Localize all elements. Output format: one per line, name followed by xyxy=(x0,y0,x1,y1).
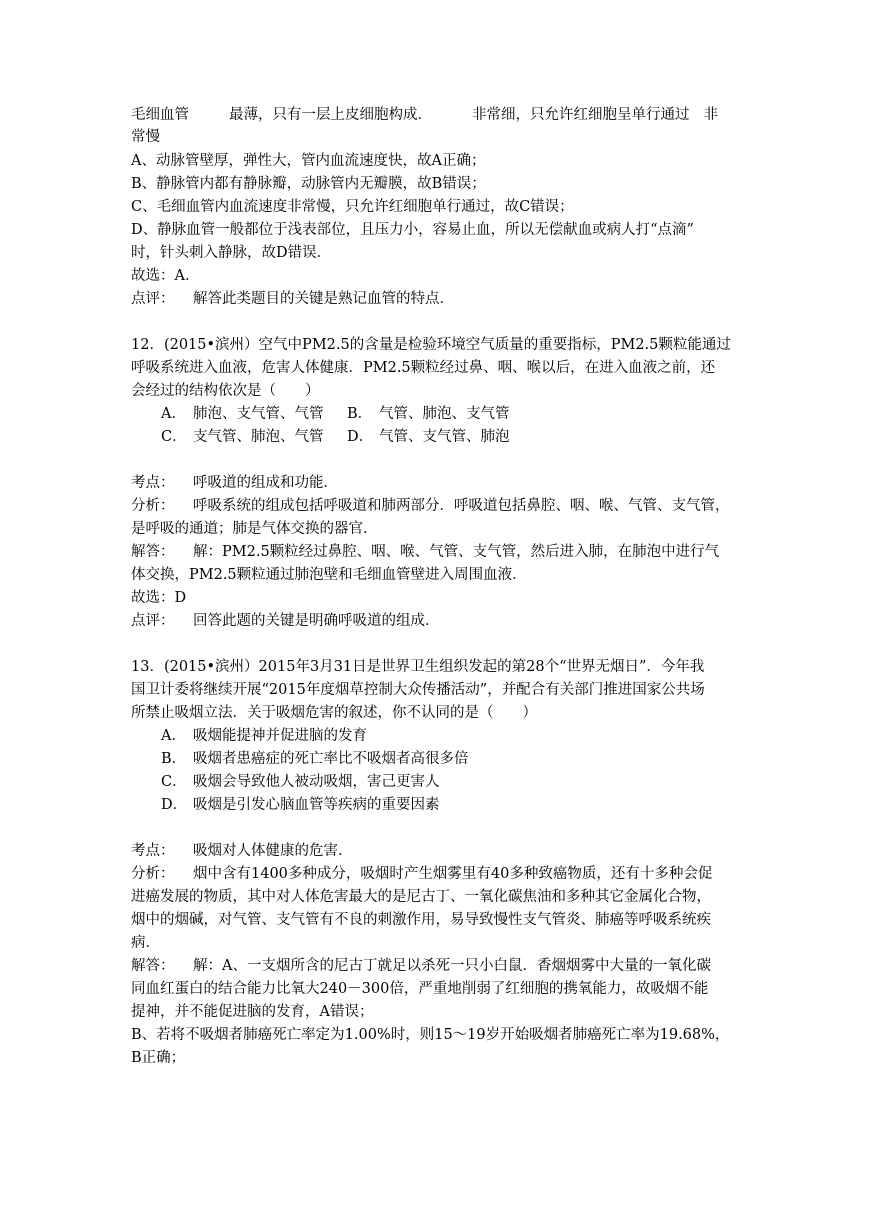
question-stem-line: 所禁止吸烟立法．关于吸烟危害的叙述，你不认同的是（ ） xyxy=(131,705,537,721)
capillary-lumen: 非常细，只允许红细胞呈单行通过 xyxy=(472,107,690,123)
capillary-wall: 最薄，只有一层上皮细胞构成． xyxy=(229,107,432,123)
option-row xyxy=(161,794,781,816)
option-row xyxy=(161,426,781,448)
option-letter: B． xyxy=(161,751,187,767)
jieda-line: 体交换，PM2.5颗粒通过肺泡壁和毛细血管壁进入周围血液． xyxy=(131,567,527,583)
comment-label: 点评： xyxy=(131,613,175,629)
fenxi-text: 呼吸系统的组成包括呼吸道和肺两部分．呼吸道包括鼻腔、咽、喉、气管、支气管， xyxy=(193,498,730,514)
option-text: 肺泡、支气管、气管 xyxy=(193,406,324,422)
option-row xyxy=(161,748,781,770)
answer: 故选：D xyxy=(131,590,187,606)
fenxi-label: 分析： xyxy=(131,866,175,882)
jieda-line: 提神，并不能促进脑的发育，A错误； xyxy=(131,1004,374,1020)
question-stem-line: 会经过的结构依次是（ ） xyxy=(131,383,320,399)
option-letter: D． xyxy=(347,429,374,445)
option-text: 吸烟者患癌症的死亡率比不吸烟者高很多倍 xyxy=(193,751,469,767)
jieda-label: 解答： xyxy=(131,958,175,974)
jieda-text: 解：A、一支烟所含的尼古丁就足以杀死一只小白鼠．香烟烟雾中大量的一氧化碳 xyxy=(193,958,711,974)
answer: 故选：A． xyxy=(131,268,200,284)
option-row xyxy=(161,725,781,747)
jieda xyxy=(131,955,751,977)
capillary-name: 毛细血管 xyxy=(131,107,189,123)
option-text: 吸烟会导致他人被动吸烟，害己更害人 xyxy=(193,774,440,790)
analysis-line: D、静脉血管一般都位于浅表部位，且压力小，容易止血，所以无偿献血或病人打“点滴” xyxy=(131,222,694,238)
comment-label: 点评： xyxy=(131,291,175,307)
capillary-speed-wrap: 常慢 xyxy=(131,129,160,145)
option-text: 吸烟能提神并促进脑的发育 xyxy=(193,728,367,744)
question-stem-line: 13．(2015•滨州）2015年3月31日是世界卫生组织发起的第28个“世界无烟日”．今年我 xyxy=(131,659,705,675)
option-text: 支气管、肺泡、气管 xyxy=(193,429,324,445)
option-text: 气管、肺泡、支气管 xyxy=(379,406,510,422)
option-letter: C． xyxy=(161,429,187,445)
fenxi-line: 是呼吸的通道；肺是气体交换的器官． xyxy=(131,521,378,537)
question-stem-line: 呼吸系统进入血液，危害人体健康．PM2.5颗粒经过鼻、咽、喉以后，在进入血液之前，还 xyxy=(131,360,716,376)
analysis-line: A、动脉管壁厚，弹性大，管内血流速度快，故A正确； xyxy=(131,153,486,169)
jieda-line: 同血红蛋白的结合能力比氧大240－300倍，严重地削弱了红细胞的携氧能力，故吸烟不能 xyxy=(131,981,709,997)
option-letter: C． xyxy=(161,774,187,790)
option-row xyxy=(161,771,781,793)
option-letter: A． xyxy=(161,406,186,422)
fenxi xyxy=(131,863,751,885)
kaodian xyxy=(131,472,751,494)
comment xyxy=(131,288,751,310)
question-stem-line: 国卫计委将继续开展“2015年度烟草控制大众传播活动”，并配合有关部门推进国家公共场 xyxy=(131,682,705,698)
table-row-capillary xyxy=(131,104,751,126)
comment xyxy=(131,610,751,632)
option-letter: B． xyxy=(347,406,373,422)
option-text: 气管、支气管、肺泡 xyxy=(379,429,510,445)
kaodian xyxy=(131,840,751,862)
fenxi-label: 分析： xyxy=(131,498,175,514)
jieda xyxy=(131,541,751,563)
analysis-line: B、静脉管内都有静脉瓣，动脉管内无瓣膜，故B错误； xyxy=(131,176,486,192)
jieda-text: 解：PM2.5颗粒经过鼻腔、咽、喉、气管、支气管，然后进入肺，在肺泡中进行气 xyxy=(193,544,720,560)
option-letter: D． xyxy=(161,797,188,813)
jieda-line: B、若将不吸烟者肺癌死亡率定为1.00%时，则15～19岁开始吸烟者肺癌死亡率为19.68%， xyxy=(131,1027,730,1043)
fenxi xyxy=(131,495,751,517)
jieda-line: B正确； xyxy=(131,1050,186,1066)
comment-text: 解答此类题目的关键是熟记血管的特点． xyxy=(193,291,454,307)
kaodian-label: 考点： xyxy=(131,475,175,491)
kaodian-label: 考点： xyxy=(131,843,175,859)
fenxi-line: 进癌发展的物质，其中对人体危害最大的是尼古丁、一氧化碳焦油和多种其它金属化合物， xyxy=(131,889,711,905)
fenxi-line: 病． xyxy=(131,935,160,951)
fenxi-line: 烟中的烟碱，对气管、支气管有不良的刺激作用，易导致慢性支气管炎、肺癌等呼吸系统疾 xyxy=(131,912,711,928)
capillary-speed: 非 xyxy=(703,107,718,123)
kaodian-text: 吸烟对人体健康的危害． xyxy=(193,843,353,859)
kaodian-text: 呼吸道的组成和功能． xyxy=(193,475,338,491)
option-letter: A． xyxy=(161,728,186,744)
question-stem-line: 12．(2015•滨州）空气中PM2.5的含量是检验环境空气质量的重要指标，PM2.5颗粒能通过 xyxy=(131,337,731,353)
analysis-line: 时，针头刺入静脉，故D错误． xyxy=(131,245,332,261)
comment-text: 回答此题的关键是明确呼吸道的组成． xyxy=(193,613,440,629)
analysis-line: C、毛细血管内血流速度非常慢，只允许红细胞单行通过，故C错误； xyxy=(131,199,574,215)
jieda-label: 解答： xyxy=(131,544,175,560)
option-row xyxy=(161,403,781,425)
option-text: 吸烟是引发心脑血管等疾病的重要因素 xyxy=(193,797,440,813)
fenxi-text: 烟中含有1400多种成分，吸烟时产生烟雾里有40多种致癌物质，还有十多种会促 xyxy=(193,866,713,882)
